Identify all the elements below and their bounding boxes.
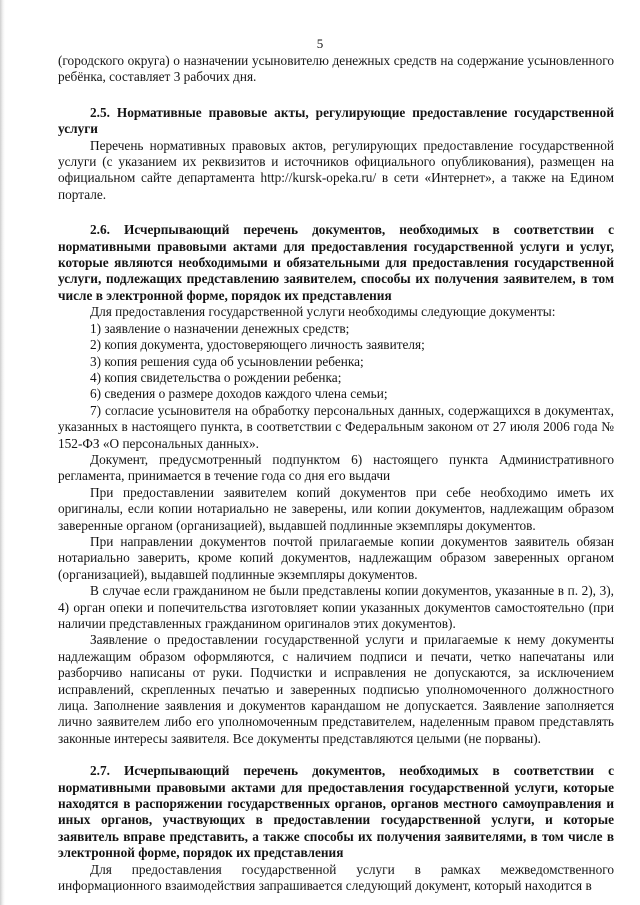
section-2-6-intro: Для предоставления государственной услуги необходимы следующие документы:	[90, 304, 556, 320]
document-list-item: 4) копия свидетельства о рождении ребенка;	[90, 369, 342, 385]
section-2-5-heading: 2.5. Нормативные правовые акты, регулирующие предоставление государственной услуги	[58, 104, 614, 137]
section-2-6-paragraph: При направлении документов почтой прилагаемые копии документов заявитель обязан нотариально заверить, кроме копий документов, надлежащим образом заверенных органом (организацией), выдавшей подлинные экземпляры документов.	[58, 533, 614, 582]
page-number: 5	[316, 36, 324, 51]
document-list-item: 7) согласие усыновителя на обработку персональных данных, содержащихся в документах, указанных в настоящего пункта, в соответствии с Федеральным законом от 27 июля 2006 года № 152-ФЗ «О персональных данных».	[58, 402, 614, 451]
section-2-7-text: Для предоставления государственной услуги в рамках межведомственного информационного взаимодействия запрашивается следующий документ, который находится в	[58, 861, 614, 894]
continued-paragraph: (городского округа) о назначении усыновителю денежных средств на содержание усыновленного ребёнка, составляет 3 рабочих дня.	[58, 53, 614, 85]
document-list-item: 6) сведения о размере доходов каждого члена семьи;	[90, 386, 388, 402]
scan-edge-shadow	[0, 0, 5, 905]
document-body	[58, 53, 614, 895]
section-2-6-paragraph: Заявление о предоставлении государственной услуги и прилагаемые к нему документы надлежащим образом оформляются, с наличием подписи и печати, четко напечатаны или разборчиво написаны от руки. Подчистки и исправления не допускаются, за исключением исправлений, скрепленных печатью и заверенных подписью уполномоченного должностного лица. Заполнение заявления и документов карандашом не допускается. Заявление заполняется лично заявителем либо его уполномоченным представителем, наделенным правом представлять законные интересы заявителя. Все документы представляются целыми (не порваны).	[58, 632, 614, 746]
section-2-7-heading: 2.7. Исчерпывающий перечень документов, необходимых в соответствии с нормативными правовыми актами для предоставления государственной услуги, которые находятся в распоряжении государственных органов, органов местного самоуправления и иных органов, участвующих в предоставлении государственной услуги, и которые заявитель вправе представить, а также способы их получения заявителями, в том числе в электронной форме, порядок их представления	[58, 763, 614, 861]
document-list-item: 1) заявление о назначении денежных средств;	[90, 320, 350, 336]
document-list-item: 3) копия решения суда об усыновлении ребенка;	[90, 353, 364, 369]
section-2-6-heading: 2.6. Исчерпывающий перечень документов, необходимых в соответствии с нормативными правовыми актами для предоставления государственной услуги и услуг, которые являются необходимыми и обязательными для предоставления государственной услуги, подлежащих представлению заявителем, способы их получения заявителем, в том числе в электронной форме, порядок их представления	[58, 222, 614, 303]
section-2-6-paragraph: В случае если гражданином не были представлены копии документов, указанные в п. 2), 3), 4) орган опеки и попечительства изготовляет копии указанных документов самостоятельно (при наличии представленных гражданином оригиналов этих документов).	[58, 583, 614, 631]
section-2-6-paragraph: При предоставлении заявителем копий документов при себе необходимо иметь их оригиналы, если копии нотариально не заверены, или копии документов, надлежащим образом заверенные органом (организацией), выдавшей подлинные экземпляры документов.	[58, 484, 614, 533]
section-2-5-text: Перечень нормативных правовых актов, регулирующих предоставление государственной услуги (с указанием их реквизитов и источников официального опубликования), размещен на официальном сайте департамента http://kursk-opeka.ru/ в сети «Интернет», а также на Едином портале.	[58, 137, 614, 202]
section-2-6-paragraph: Документ, предусмотренный подпунктом 6) настоящего пункта Административного регламента, принимается в течение года со дня его выдачи	[58, 451, 614, 484]
document-list-item: 2) копия документа, удостоверяющего личность заявителя;	[90, 337, 425, 353]
